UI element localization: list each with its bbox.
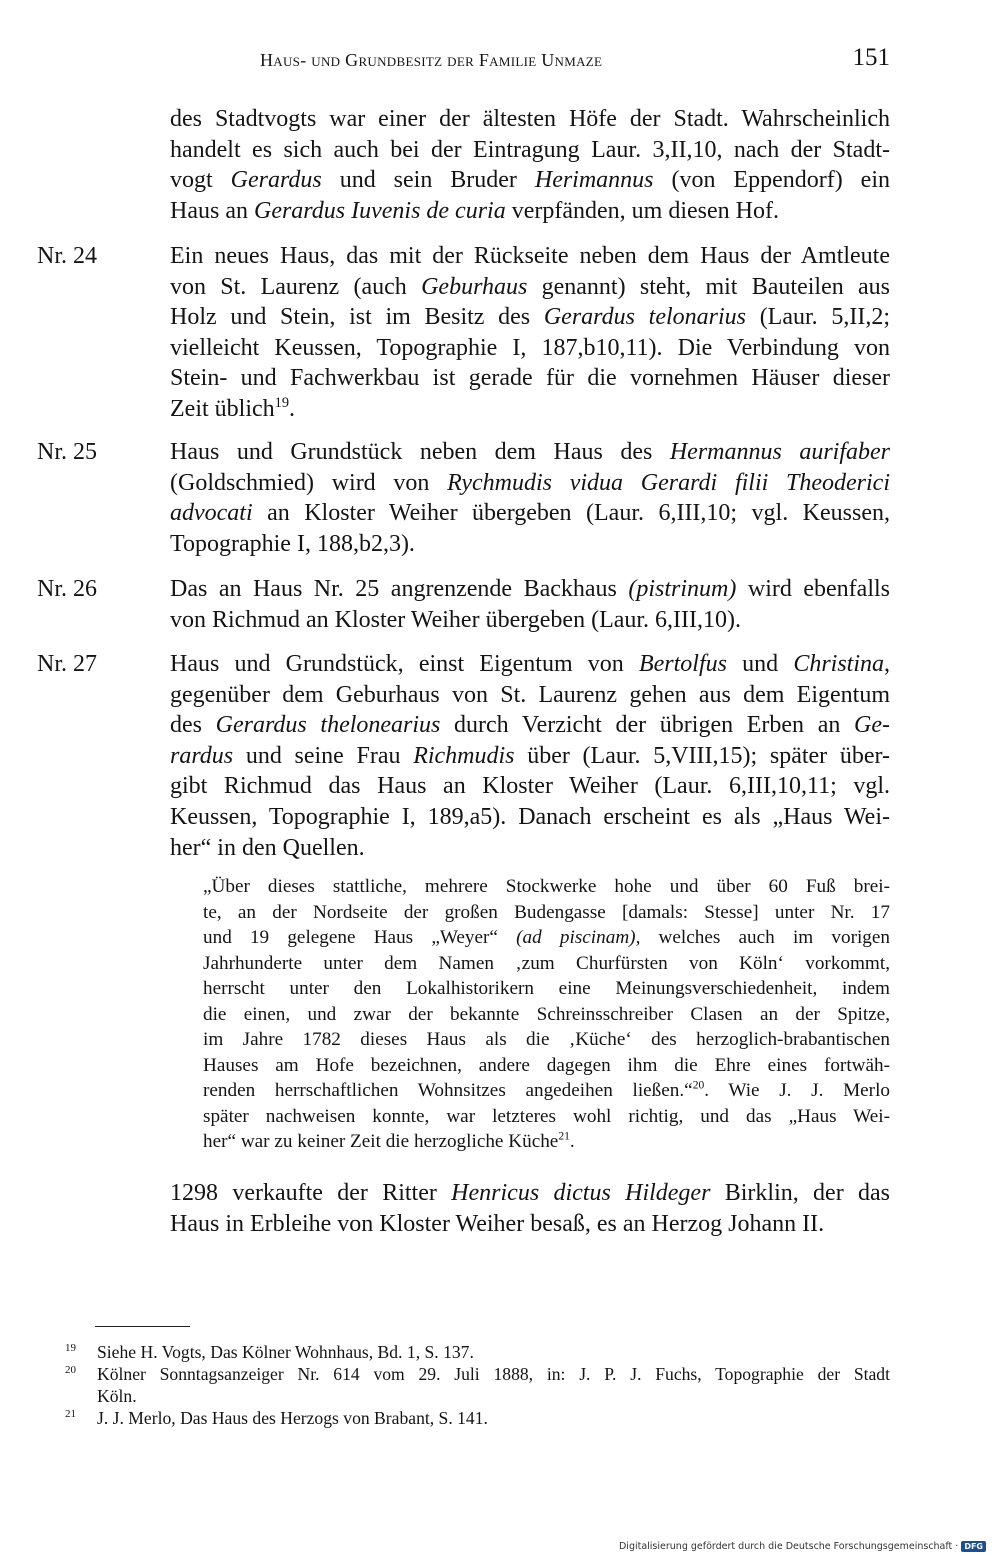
text-run: „Über dieses stattliche, mehrere Stockwerke hohe und über 60 Fuß brei-	[203, 876, 890, 897]
quote-line	[203, 1104, 890, 1130]
footnote-21	[65, 1407, 890, 1429]
footnote-ref: 19	[274, 394, 290, 411]
text-line	[170, 649, 890, 680]
text-run: Hermannus aurifaber	[669, 439, 891, 465]
page-number: 151	[852, 44, 890, 71]
entry-label-nr-25: Nr. 25	[37, 439, 97, 465]
funding-note-text: Digitalisierung gefördert durch die Deutsche Forschungsgemeinschaft	[618, 1541, 953, 1552]
footnote-ref: 20	[692, 1079, 705, 1092]
text-run: rardus	[170, 742, 234, 769]
text-run: Bertolfus	[638, 651, 727, 677]
text-line	[170, 605, 890, 636]
text-run: Holz und Stein, ist im Besitz des	[170, 304, 544, 331]
text-run: später nachweisen konnte, war letzteres wohl richtig, und das „Haus Wei-	[203, 1105, 890, 1127]
text-run: .	[289, 395, 296, 422]
footnote-number: 20	[65, 1364, 76, 1376]
text-line	[170, 1178, 890, 1209]
text-run: advocati	[170, 500, 253, 527]
text-run: ,	[884, 651, 891, 677]
text-run: Zeit üblich	[170, 395, 275, 422]
text-run: .	[569, 1131, 575, 1152]
text-run: Ge-	[854, 712, 890, 739]
quote-line	[203, 874, 890, 900]
text-line	[170, 104, 890, 135]
footnote-19	[65, 1341, 890, 1363]
text-run: vielleicht Keussen, Topographie I, 187,b10,11). Die Verbindung von	[170, 334, 890, 361]
footnotes	[65, 1341, 890, 1429]
text-run: und	[726, 651, 794, 677]
entry-text-nr-26	[170, 574, 890, 635]
text-run: Ein neues Haus, das mit der Rückseite neben dem Haus der Amtleute	[170, 243, 890, 269]
text-run: von Richmud an Kloster Weiher übergeben (Laur. 6,III,10).	[170, 606, 742, 633]
text-run: welches auch im vorigen	[640, 927, 891, 948]
entry-text-nr-25	[170, 437, 890, 559]
running-head: Haus- und Grundbesitz der Familie Unmaze	[260, 50, 603, 70]
footnote-number: 19	[65, 1342, 76, 1354]
text-run: Richmudis	[413, 742, 515, 769]
text-line	[170, 333, 890, 364]
footnote-number: 21	[65, 1408, 76, 1420]
text-run: von St. Laurenz (auch	[170, 273, 422, 300]
quote-line	[203, 1129, 890, 1155]
text-run: des Stadtvogts war einer der ältesten Höfe der Stadt. Wahrscheinlich	[170, 106, 890, 132]
text-run: und seine Frau	[233, 742, 414, 769]
text-run: Herimannus	[534, 167, 654, 194]
text-run: Keussen, Topographie I, 189,a5). Danach erscheint es als „Haus Wei-	[170, 803, 890, 830]
text-run: (von Eppendorf) ein	[653, 167, 890, 194]
text-run: die einen, und zwar der bekannte Schreinsschreiber Clasen an der Spitze,	[203, 1003, 890, 1025]
text-line	[170, 468, 890, 499]
text-line	[170, 302, 890, 333]
text-run: Stein- und Fachwerkbau ist gerade für die vornehmen Häuser dieser	[170, 365, 890, 392]
text-line	[170, 574, 890, 605]
dfg-logo-icon: DFG	[961, 1541, 986, 1552]
text-line	[170, 741, 890, 772]
footnote-20	[65, 1363, 890, 1407]
text-run: (Laur. 5,II,2;	[746, 304, 891, 331]
text-run: herrscht unter den Lokalhistorikern eine Meinungsverschiedenheit, indem	[203, 978, 890, 999]
page-header	[260, 44, 890, 78]
text-run: Henricus dictus Hildeger	[451, 1180, 711, 1206]
text-run: verpfänden, um diesen Hof.	[505, 197, 779, 224]
quote-line	[203, 951, 890, 977]
text-line	[170, 1209, 890, 1240]
text-run: Haus und Grundstück, einst Eigentum von	[170, 651, 639, 677]
text-run: Jahrhunderte unter dem Namen ‚zum Churfürsten von Köln‘ vorkommt,	[203, 952, 890, 974]
text-line	[170, 437, 890, 468]
text-run: handelt es sich auch bei der Eintragung Laur. 3,II,10, nach der Stadt-	[170, 136, 890, 163]
text-run: Gerardus	[230, 167, 322, 194]
text-run: . Wie J. J. Merlo	[704, 1080, 890, 1101]
text-run: renden herrschaftlichen Wohnsitzes angedeihen ließen.“	[203, 1080, 693, 1101]
quote-line	[203, 925, 890, 951]
text-run: Christina	[793, 651, 885, 677]
text-run: gibt Richmud das Haus an Kloster Weiher (Laur. 6,III,10,11; vgl.	[170, 773, 890, 800]
text-run: vogt	[170, 167, 231, 194]
text-run: des	[170, 712, 216, 739]
text-run: (Goldschmied) wird von	[170, 469, 448, 496]
text-line	[170, 710, 890, 741]
text-run: und 19 gelegene Haus „Weyer“	[203, 927, 517, 948]
entry-text-nr-27	[170, 649, 890, 863]
footnote-text: Köln.	[97, 1386, 137, 1406]
text-line	[170, 394, 890, 425]
text-run: an Kloster Weiher übergeben (Laur. 6,III,10; vgl. Keussen,	[252, 500, 890, 527]
text-run: im Jahre 1782 dieses Haus als die ‚Küche‘ des herzoglich-brabantischen	[203, 1029, 890, 1050]
text-run: her“ in den Quellen.	[170, 834, 365, 861]
text-run: Haus und Grundstück neben dem Haus des	[170, 439, 670, 465]
text-run: durch Verzicht der übrigen Erben an	[440, 712, 854, 739]
text-run: (pistrinum)	[628, 576, 737, 602]
text-run: Gerardus telonarius	[543, 304, 746, 331]
text-run: Gerardus Iuvenis de curia	[253, 197, 506, 224]
text-run: Rychmudis vidua Gerardi filii Theoderici	[447, 469, 890, 496]
footnote-ref: 21	[558, 1130, 570, 1143]
text-run: Birklin, der das	[710, 1180, 890, 1206]
text-line	[170, 802, 890, 833]
text-run: 1298 verkaufte der Ritter	[170, 1180, 452, 1206]
text-run: Das an Haus Nr. 25 angrenzende Backhaus	[170, 576, 629, 602]
footnote-text: Siehe H. Vogts, Das Kölner Wohnhaus, Bd. 1, S. 137.	[97, 1342, 474, 1362]
text-run: Topographie I, 188,b2,3).	[170, 530, 415, 557]
quote-line	[203, 900, 890, 926]
text-line	[170, 498, 890, 529]
text-run: über (Laur. 5,VIII,15); später über-	[514, 742, 891, 769]
footnote-text: Kölner Sonntagsanzeiger Nr. 614 vom 29. Juli 1888, in: J. P. J. Fuchs, Topographie der Stadt	[97, 1364, 890, 1384]
text-run: Gerardus thelonearius	[215, 712, 441, 739]
entry-label-nr-27: Nr. 27	[37, 651, 97, 677]
text-line	[170, 771, 890, 802]
intro-paragraph	[170, 104, 890, 226]
quote-line	[203, 1027, 890, 1053]
text-run: gegenüber dem Geburhaus von St. Laurenz gehen aus dem Eigentum	[170, 681, 890, 708]
text-line	[170, 135, 890, 166]
quote-line	[203, 1078, 890, 1104]
text-run: Haus an	[170, 197, 254, 224]
text-run: genannt) steht, mit Bauteilen aus	[527, 273, 891, 300]
quote-line	[203, 1053, 890, 1079]
entry-text-nr-24	[170, 241, 890, 425]
text-line	[170, 529, 890, 560]
text-run: (ad piscinam),	[516, 927, 641, 948]
text-run: Geburhaus	[421, 273, 528, 300]
footnote-rule	[95, 1326, 190, 1327]
text-run: te, an der Nordseite der großen Budengasse [damals: Stesse] unter Nr. 17	[203, 901, 890, 923]
quote-line	[203, 976, 890, 1002]
text-run: wird ebenfalls	[736, 576, 890, 602]
text-run: Hauses am Hofe bezeichnen, andere dagegen ihm die Ehre eines fortwäh-	[203, 1054, 890, 1076]
text-line	[170, 680, 890, 711]
text-run: her“ war zu keiner Zeit die herzogliche Küche	[203, 1131, 559, 1152]
block-quote	[203, 874, 890, 1155]
entry-label-nr-24: Nr. 24	[37, 243, 97, 269]
text-line	[170, 241, 890, 272]
text-line	[170, 363, 890, 394]
text-run: und sein Bruder	[321, 167, 535, 194]
text-line	[170, 272, 890, 303]
text-line	[170, 165, 890, 196]
text-line	[170, 833, 890, 864]
text-run: Haus in Erbleihe von Kloster Weiher besaß, es an Herzog Johann II.	[170, 1210, 825, 1237]
closing-paragraph	[170, 1178, 890, 1239]
quote-line	[203, 1002, 890, 1028]
text-line	[170, 196, 890, 227]
entry-label-nr-26: Nr. 26	[37, 576, 97, 602]
footnote-text: J. J. Merlo, Das Haus des Herzogs von Brabant, S. 141.	[97, 1408, 488, 1428]
funding-note: Digitalisierung gefördert durch die Deutsche Forschungsgemeinschaft · DFG	[619, 1541, 986, 1552]
